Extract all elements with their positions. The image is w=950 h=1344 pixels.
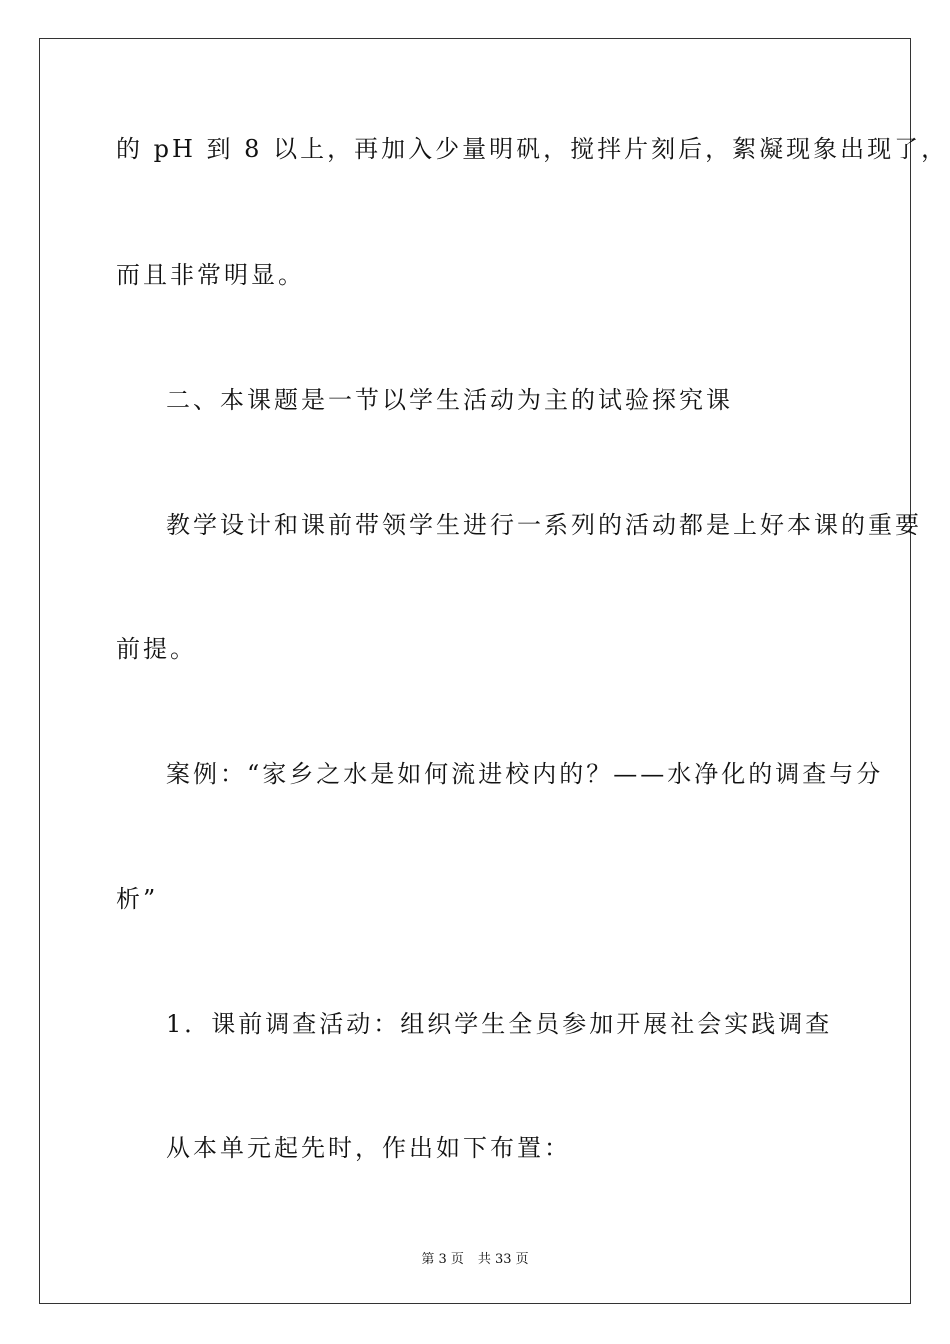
page-total: 共 33 页 — [477, 1252, 529, 1267]
numbered-item-1: 1．课前调查活动：组织学生全员参加开展社会实践调查 — [166, 1010, 833, 1038]
case-line-1: 案例：“家乡之水是如何流进校内的？——水净化的调查与分 — [166, 760, 884, 788]
paragraph-line-2: 而且非常明显。 — [116, 261, 305, 289]
paragraph-line-4: 前提。 — [116, 635, 197, 663]
case-line-2: 析” — [116, 885, 159, 913]
page-number: 第 3 页 — [421, 1252, 464, 1267]
paragraph-line-1: 的 pH 到 8 以上，再加入少量明矾，搅拌片刻后，絮凝现象出现了， — [116, 135, 949, 163]
page-footer — [0, 1248, 950, 1267]
paragraph-line-5: 从本单元起先时，作出如下布置： — [166, 1134, 571, 1162]
page-border — [39, 38, 911, 1304]
section-heading: 二、本课题是一节以学生活动为主的试验探究课 — [166, 386, 733, 414]
paragraph-line-3: 教学设计和课前带领学生进行一系列的活动都是上好本课的重要 — [166, 511, 922, 539]
